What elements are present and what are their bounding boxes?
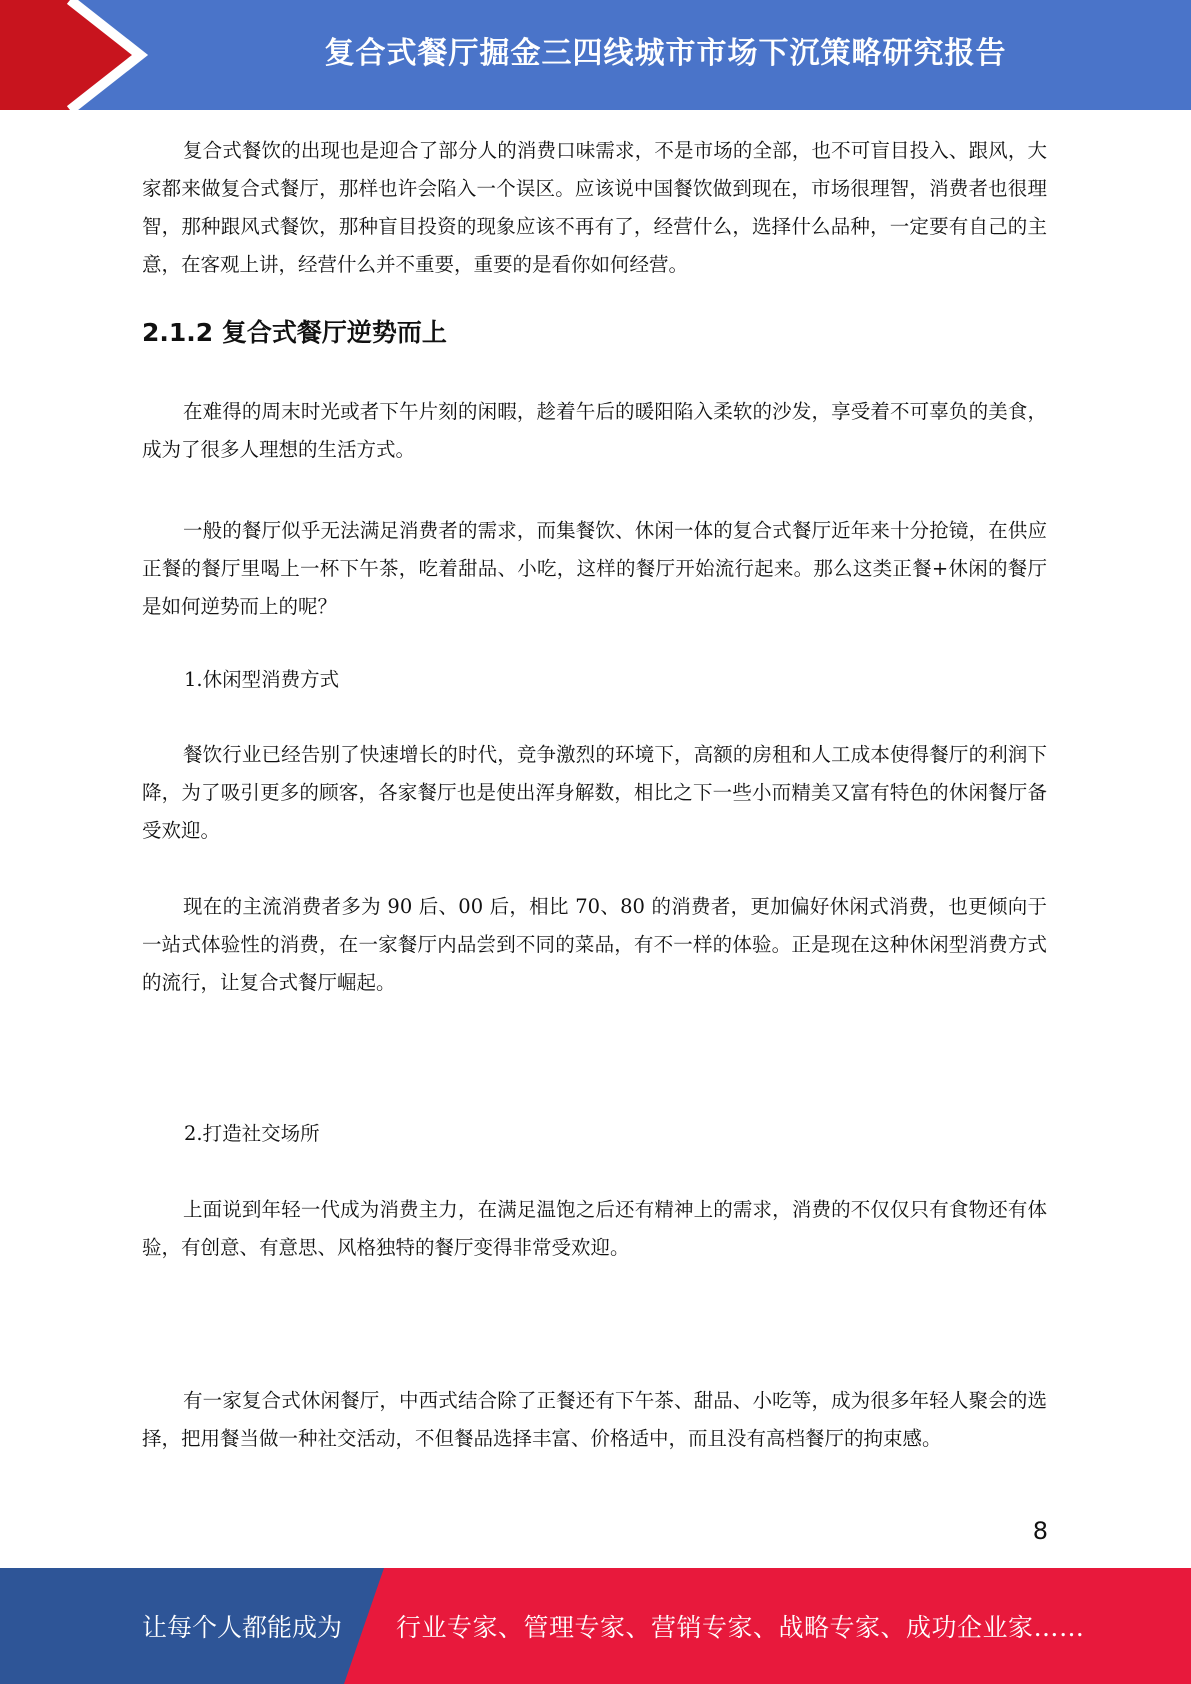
page-header xyxy=(0,0,1191,110)
paragraph-composite-restaurant: 一般的餐厅似乎无法满足消费者的需求，而集餐饮、休闲一体的复合式餐厅近年来十分抢镜，在供应正餐的餐厅里喝上一杯下午茶，吃着甜品、小吃，这样的餐厅开始流行起来。那么这类正餐+休闲的餐厅是如何逆势而上的呢？ xyxy=(142,519,1047,618)
paragraph-leisure-lifestyle: 在难得的周末时光或者下午片刻的闲暇，趁着午后的暖阳陷入柔软的沙发，享受着不可辜负的美食，成为了很多人理想的生活方式。 xyxy=(142,400,1047,461)
subheading-leisure-consumption: 1.休闲型消费方式 xyxy=(184,668,340,691)
paragraph-intro: 复合式餐饮的出现也是迎合了部分人的消费口味需求，不是市场的全部，也不可盲目投入、跟风，大家都来做复合式餐厅，那样也许会陷入一个误区。应该说中国餐饮做到现在，市场很理智，消费者也很理智，那种跟风式餐饮，那种盲目投资的现象应该不再有了，经营什么，选择什么品种，一定要有自己的主意，在客观上讲，经营什么并不重要，重要的是看你如何经营。 xyxy=(142,139,1047,276)
footer-slogan-right: 行业专家、管理专家、营销专家、战略专家、成功企业家…… xyxy=(396,1613,1085,1642)
paragraph-example-restaurant: 有一家复合式休闲餐厅，中西式结合除了正餐还有下午茶、甜品、小吃等，成为很多年轻人聚会的选择，把用餐当做一种社交活动，不但餐品选择丰富、价格适中，而且没有高档餐厅的拘束感。 xyxy=(142,1389,1047,1450)
report-title: 复合式餐厅掘金三四线城市市场下沉策略研究报告 xyxy=(324,36,1007,71)
paragraph-young-generation: 上面说到年轻一代成为消费主力，在满足温饱之后还有精神上的需求，消费的不仅仅只有食物还有体验，有创意、有意思、风格独特的餐厅变得非常受欢迎。 xyxy=(142,1198,1047,1259)
paragraph-mainstream-consumers: 现在的主流消费者多为 90 后、00 后，相比 70、80 的消费者，更加偏好休闲式消费，也更倾向于一站式体验性的消费，在一家餐厅内品尝到不同的菜品，有不一样的体验。正是现在这种休闲型消费方式的流行，让复合式餐厅崛起。 xyxy=(142,895,1047,994)
footer-slogan-left: 让每个人都能成为 xyxy=(142,1613,343,1642)
paragraph-industry-competition: 餐饮行业已经告别了快速增长的时代，竞争激烈的环境下，高额的房租和人工成本使得餐厅的利润下降，为了吸引更多的顾客，各家餐厅也是使出浑身解数，相比之下一些小而精美又富有特色的休闲餐厅备受欢迎。 xyxy=(142,743,1047,842)
section-heading: 2.1.2 复合式餐厅逆势而上 xyxy=(142,318,447,347)
page-number: 8 xyxy=(1032,1517,1048,1545)
subheading-social-venue: 2.打造社交场所 xyxy=(184,1122,320,1145)
page-footer xyxy=(0,1568,1191,1684)
